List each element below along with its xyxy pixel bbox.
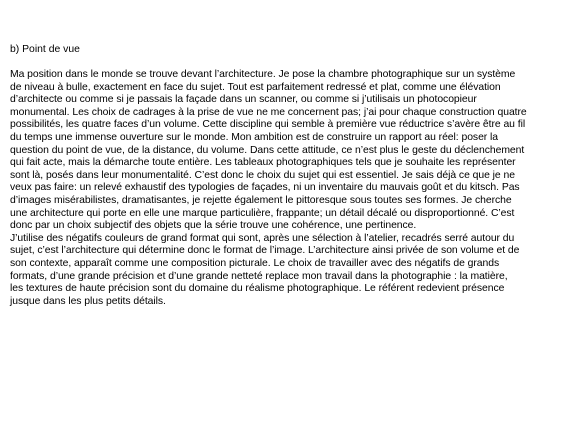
document-page — [10, 43, 562, 308]
text-line: d’images misérabilistes, dramatisantes, je rejette également le pittoresque sous toutes ses formes. Je cherche — [10, 194, 512, 206]
text-line: possibilités, les quatre faces d’un volume. Cette discipline qui semble à première vue réductrice s’avère être au fil — [10, 119, 526, 131]
text-line: jusque dans les plus petits détails. — [10, 295, 166, 307]
text-line: J’utilise des négatifs couleurs de grand format qui sont, après une sélection à l’atelier, recadrés serré autour du — [10, 232, 515, 244]
body-text — [10, 69, 562, 308]
text-line: d’architecte ou comme si je passais la façade dans un scanner, ou comme si j’utilisais un photocopieur — [10, 94, 477, 106]
text-line: de niveau à bulle, exactement en face du sujet. Tout est parfaitement redressé et plat, comme une élévation — [10, 81, 501, 93]
text-line: donc par un choix subjectif des objets que la série trouve une cohérence, une pertinence. — [10, 220, 417, 232]
text-line: veux pas faire: un relevé exhaustif des typologies de façades, ni un inventaire du mauvais goût et du kitsch. Pas — [10, 182, 520, 194]
text-line: qui fait acte, mais la démarche toute entière. Les tableaux photographiques tels que je souhaite les représenter — [10, 157, 516, 169]
text-line: monumental. Les choix de cadrages à la prise de vue ne me concernent pas; j’ai pour chaque construction quatre — [10, 106, 527, 118]
text-line: les textures de haute précision sont du domaine du réalisme photographique. Le référent redevient présence — [10, 283, 505, 295]
text-line: une architecture qui porte en elle une marque particulière, frappante; un détail décalé ou disproportionné. C’est — [10, 207, 515, 219]
text-line: son contexte, apparaît comme une composition picturale. Le choix de travailler avec des négatifs de grands — [10, 257, 500, 269]
section-heading: b) Point de vue — [10, 44, 80, 55]
text-line: sont là, posés dans leur monumentalité. C’est donc le choix du sujet qui est essentiel. Je sais déjà ce que je ne — [10, 169, 515, 181]
text-line: question du point de vue, de la distance, du volume. Dans cette attitude, ce n’est plus le geste du déclenchement — [10, 144, 525, 156]
text-line: du temps une immense ouverture sur le monde. Mon ambition est de construire un rapport au réel: poser la — [10, 131, 499, 143]
text-line: Ma position dans le monde se trouve devant l’architecture. Je pose la chambre photographique sur un système — [10, 69, 516, 80]
text-line: sujet, c’est l’architecture qui détermine donc le format de l’image. L’architecture ainsi privée de son volume et de — [10, 245, 520, 257]
text-line: formats, d’une grande précision et d’une grande netteté replace mon travail dans la photographie : la matière, — [10, 270, 508, 282]
